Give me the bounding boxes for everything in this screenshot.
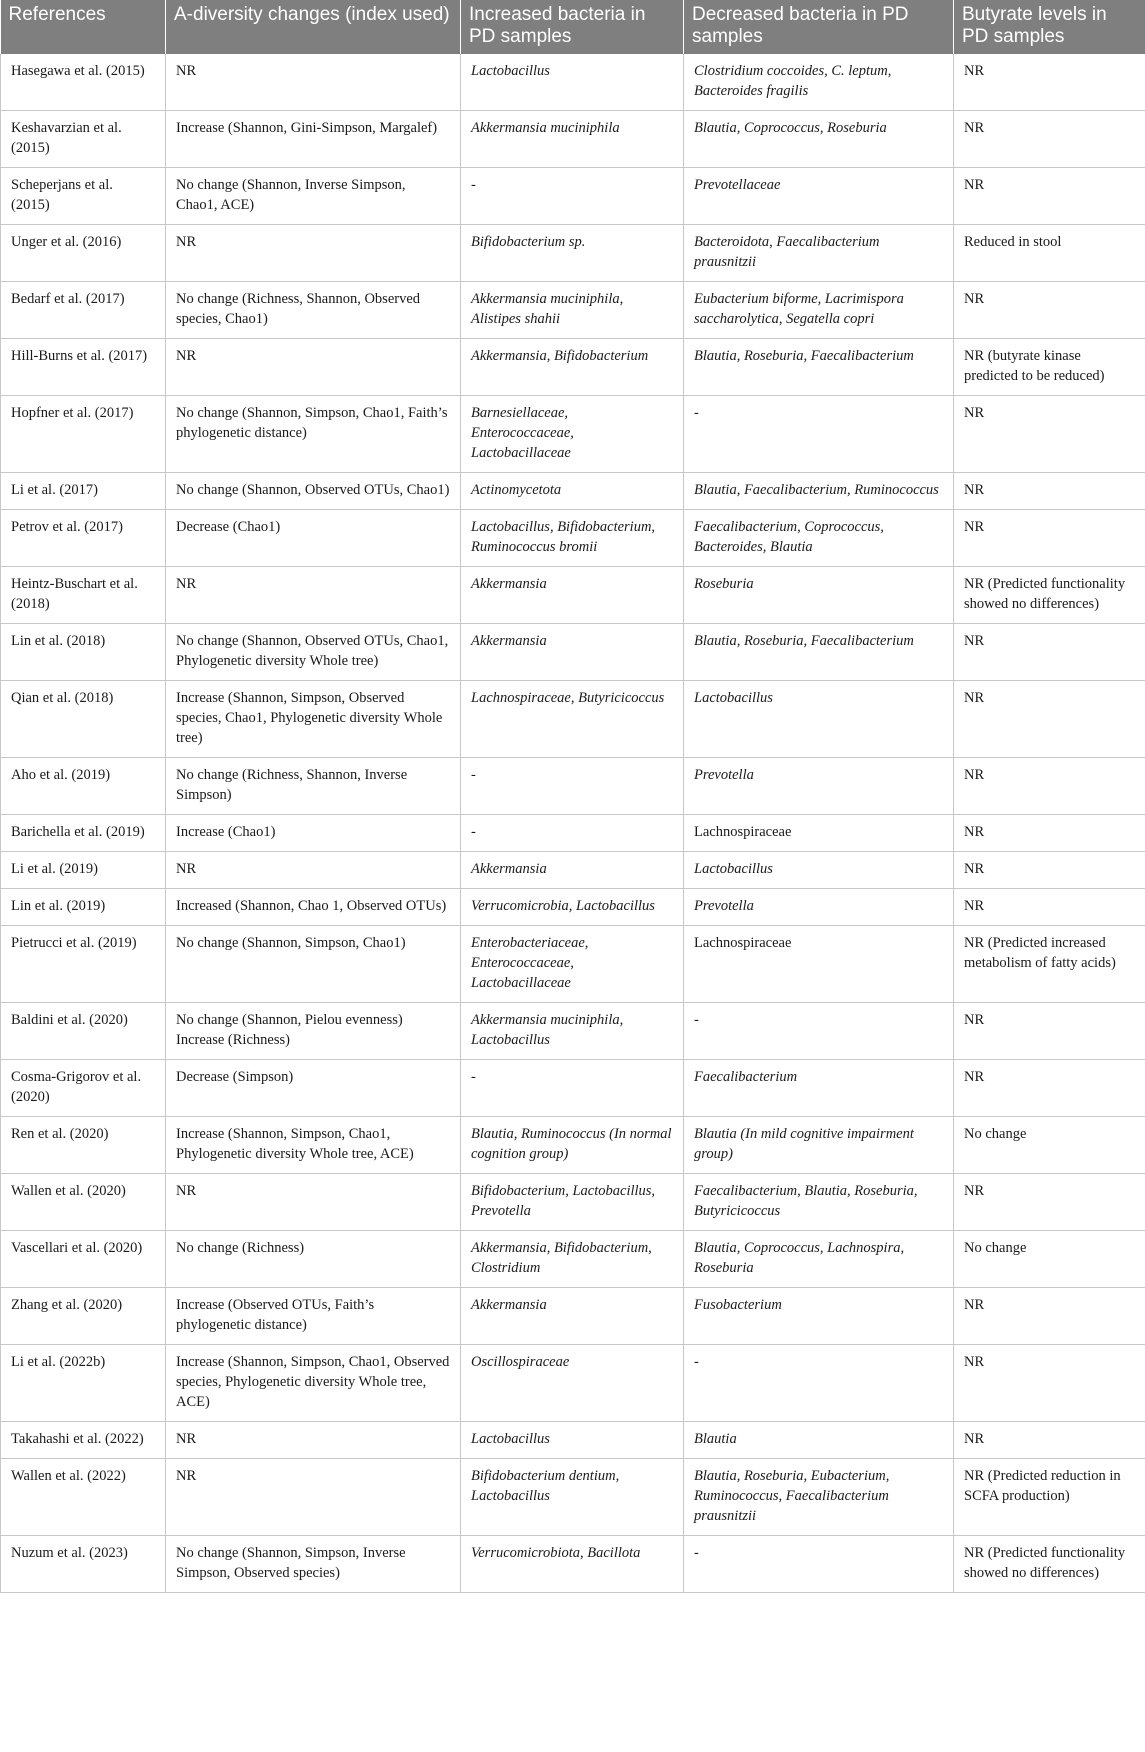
reference-cell: Takahashi et al. (2022) xyxy=(1,1422,166,1459)
table-row xyxy=(1,852,1145,889)
reference-cell: Keshavarzian et al. (2015) xyxy=(1,111,166,168)
decreased-bacteria-cell: Lactobacillus xyxy=(684,852,954,889)
table-row xyxy=(1,1422,1145,1459)
decreased-bacteria-cell: Blautia xyxy=(684,1422,954,1459)
butyrate-cell: Reduced in stool xyxy=(954,225,1145,282)
diversity-cell: Increase (Shannon, Simpson, Observed species, Chao1, Phylogenetic diversity Whole tree) xyxy=(166,681,461,758)
reference-cell: Barichella et al. (2019) xyxy=(1,815,166,852)
decreased-bacteria-cell: Lachnospiraceae xyxy=(684,815,954,852)
reference-cell: Li et al. (2017) xyxy=(1,473,166,510)
butyrate-cell: NR xyxy=(954,473,1145,510)
decreased-bacteria-cell: Lachnospiraceae xyxy=(684,926,954,1003)
table-row xyxy=(1,624,1145,681)
decreased-bacteria-cell: Lactobacillus xyxy=(684,681,954,758)
increased-bacteria-cell: Verrucomicrobiota, Bacillota xyxy=(461,1536,684,1593)
butyrate-cell: NR xyxy=(954,1174,1145,1231)
table-row xyxy=(1,168,1145,225)
diversity-cell: No change (Shannon, Observed OTUs, Chao1, Phylogenetic diversity Whole tree) xyxy=(166,624,461,681)
butyrate-cell: NR xyxy=(954,815,1145,852)
butyrate-cell: NR xyxy=(954,396,1145,473)
butyrate-cell: NR (Predicted functionality showed no differences) xyxy=(954,1536,1145,1593)
increased-bacteria-cell: Lactobacillus xyxy=(461,1422,684,1459)
butyrate-cell: NR xyxy=(954,1003,1145,1060)
increased-bacteria-cell: Akkermansia, Bifidobacterium xyxy=(461,339,684,396)
butyrate-cell: NR (Predicted functionality showed no differences) xyxy=(954,567,1145,624)
table-row xyxy=(1,1117,1145,1174)
table-row xyxy=(1,815,1145,852)
table-row xyxy=(1,339,1145,396)
header-references: References xyxy=(1,0,166,54)
reference-cell: Unger et al. (2016) xyxy=(1,225,166,282)
butyrate-cell: NR (Predicted increased metabolism of fatty acids) xyxy=(954,926,1145,1003)
increased-bacteria-cell: Akkermansia muciniphila, Lactobacillus xyxy=(461,1003,684,1060)
reference-cell: Vascellari et al. (2020) xyxy=(1,1231,166,1288)
decreased-bacteria-cell: Blautia, Roseburia, Faecalibacterium xyxy=(684,624,954,681)
increased-bacteria-cell: Lactobacillus xyxy=(461,54,684,111)
diversity-cell: NR xyxy=(166,1174,461,1231)
butyrate-cell: NR xyxy=(954,1060,1145,1117)
table-row xyxy=(1,111,1145,168)
decreased-bacteria-cell: Blautia, Coprococcus, Lachnospira, Roseburia xyxy=(684,1231,954,1288)
butyrate-cell: NR xyxy=(954,1288,1145,1345)
diversity-cell: NR xyxy=(166,852,461,889)
decreased-bacteria-cell: Clostridium coccoides, C. leptum, Bacteroides fragilis xyxy=(684,54,954,111)
table-row xyxy=(1,1231,1145,1288)
reference-cell: Zhang et al. (2020) xyxy=(1,1288,166,1345)
table-row xyxy=(1,225,1145,282)
table-body xyxy=(1,54,1145,1593)
header-row xyxy=(1,0,1145,54)
butyrate-cell: NR (Predicted reduction in SCFA production) xyxy=(954,1459,1145,1536)
decreased-bacteria-cell: Blautia, Faecalibacterium, Ruminococcus xyxy=(684,473,954,510)
reference-cell: Petrov et al. (2017) xyxy=(1,510,166,567)
diversity-cell: NR xyxy=(166,54,461,111)
reference-cell: Heintz-Buschart et al. (2018) xyxy=(1,567,166,624)
increased-bacteria-cell: Akkermansia xyxy=(461,624,684,681)
diversity-cell: No change (Richness, Shannon, Observed species, Chao1) xyxy=(166,282,461,339)
diversity-cell: NR xyxy=(166,567,461,624)
increased-bacteria-cell: - xyxy=(461,815,684,852)
reference-cell: Wallen et al. (2020) xyxy=(1,1174,166,1231)
diversity-cell: Increase (Chao1) xyxy=(166,815,461,852)
decreased-bacteria-cell: Blautia (In mild cognitive impairment group) xyxy=(684,1117,954,1174)
table-row xyxy=(1,1536,1145,1593)
butyrate-cell: NR xyxy=(954,54,1145,111)
table-row xyxy=(1,1459,1145,1536)
table-row xyxy=(1,1060,1145,1117)
table-row xyxy=(1,282,1145,339)
reference-cell: Scheperjans et al. (2015) xyxy=(1,168,166,225)
butyrate-cell: NR (butyrate kinase predicted to be reduced) xyxy=(954,339,1145,396)
reference-cell: Hasegawa et al. (2015) xyxy=(1,54,166,111)
diversity-cell: No change (Shannon, Simpson, Inverse Simpson, Observed species) xyxy=(166,1536,461,1593)
decreased-bacteria-cell: - xyxy=(684,396,954,473)
reference-cell: Ren et al. (2020) xyxy=(1,1117,166,1174)
butyrate-cell: NR xyxy=(954,510,1145,567)
decreased-bacteria-cell: Bacteroidota, Faecalibacterium prausnitzii xyxy=(684,225,954,282)
table-row xyxy=(1,567,1145,624)
diversity-cell: Decrease (Simpson) xyxy=(166,1060,461,1117)
butyrate-cell: NR xyxy=(954,852,1145,889)
diversity-cell: No change (Shannon, Pielou evenness) Increase (Richness) xyxy=(166,1003,461,1060)
reference-cell: Hill-Burns et al. (2017) xyxy=(1,339,166,396)
reference-cell: Baldini et al. (2020) xyxy=(1,1003,166,1060)
diversity-cell: NR xyxy=(166,339,461,396)
header-decreased: Decreased bacteria in PD samples xyxy=(684,0,954,54)
butyrate-cell: No change xyxy=(954,1231,1145,1288)
butyrate-cell: NR xyxy=(954,282,1145,339)
increased-bacteria-cell: Akkermansia xyxy=(461,1288,684,1345)
increased-bacteria-cell: Bifidobacterium, Lactobacillus, Prevotella xyxy=(461,1174,684,1231)
butyrate-cell: NR xyxy=(954,1422,1145,1459)
reference-cell: Lin et al. (2018) xyxy=(1,624,166,681)
reference-cell: Pietrucci et al. (2019) xyxy=(1,926,166,1003)
increased-bacteria-cell: Akkermansia muciniphila xyxy=(461,111,684,168)
butyrate-cell: No change xyxy=(954,1117,1145,1174)
table-row xyxy=(1,1003,1145,1060)
diversity-cell: No change (Shannon, Simpson, Chao1) xyxy=(166,926,461,1003)
table-row xyxy=(1,1174,1145,1231)
decreased-bacteria-cell: Prevotella xyxy=(684,758,954,815)
reference-cell: Hopfner et al. (2017) xyxy=(1,396,166,473)
increased-bacteria-cell: - xyxy=(461,1060,684,1117)
decreased-bacteria-cell: Faecalibacterium xyxy=(684,1060,954,1117)
decreased-bacteria-cell: - xyxy=(684,1003,954,1060)
table-row xyxy=(1,396,1145,473)
reference-cell: Aho et al. (2019) xyxy=(1,758,166,815)
decreased-bacteria-cell: - xyxy=(684,1536,954,1593)
increased-bacteria-cell: - xyxy=(461,168,684,225)
increased-bacteria-cell: Barnesiellaceae, Enterococcaceae, Lactobacillaceae xyxy=(461,396,684,473)
diversity-cell: Increased (Shannon, Chao 1, Observed OTUs) xyxy=(166,889,461,926)
increased-bacteria-cell: Akkermansia muciniphila, Alistipes shahii xyxy=(461,282,684,339)
increased-bacteria-cell: Lactobacillus, Bifidobacterium, Ruminococcus bromii xyxy=(461,510,684,567)
increased-bacteria-cell: Actinomycetota xyxy=(461,473,684,510)
table-row xyxy=(1,1345,1145,1422)
reference-cell: Wallen et al. (2022) xyxy=(1,1459,166,1536)
increased-bacteria-cell: - xyxy=(461,758,684,815)
increased-bacteria-cell: Akkermansia, Bifidobacterium, Clostridium xyxy=(461,1231,684,1288)
diversity-cell: No change (Shannon, Observed OTUs, Chao1) xyxy=(166,473,461,510)
diversity-cell: No change (Richness) xyxy=(166,1231,461,1288)
reference-cell: Li et al. (2019) xyxy=(1,852,166,889)
increased-bacteria-cell: Verrucomicrobia, Lactobacillus xyxy=(461,889,684,926)
table-header xyxy=(1,0,1145,54)
increased-bacteria-cell: Blautia, Ruminococcus (In normal cognition group) xyxy=(461,1117,684,1174)
decreased-bacteria-cell: Blautia, Roseburia, Eubacterium, Ruminococcus, Faecalibacterium prausnitzii xyxy=(684,1459,954,1536)
butyrate-cell: NR xyxy=(954,758,1145,815)
butyrate-cell: NR xyxy=(954,168,1145,225)
increased-bacteria-cell: Lachnospiraceae, Butyricicoccus xyxy=(461,681,684,758)
header-diversity: A-diversity changes (index used) xyxy=(166,0,461,54)
increased-bacteria-cell: Bifidobacterium dentium, Lactobacillus xyxy=(461,1459,684,1536)
increased-bacteria-cell: Oscillospiraceae xyxy=(461,1345,684,1422)
reference-cell: Lin et al. (2019) xyxy=(1,889,166,926)
increased-bacteria-cell: Akkermansia xyxy=(461,567,684,624)
reference-cell: Qian et al. (2018) xyxy=(1,681,166,758)
header-increased: Increased bacteria in PD samples xyxy=(461,0,684,54)
decreased-bacteria-cell: Eubacterium biforme, Lacrimispora saccharolytica, Segatella copri xyxy=(684,282,954,339)
decreased-bacteria-cell: Faecalibacterium, Coprococcus, Bacteroides, Blautia xyxy=(684,510,954,567)
diversity-cell: NR xyxy=(166,225,461,282)
diversity-cell: NR xyxy=(166,1422,461,1459)
butyrate-cell: NR xyxy=(954,681,1145,758)
decreased-bacteria-cell: Faecalibacterium, Blautia, Roseburia, Butyricicoccus xyxy=(684,1174,954,1231)
table-row xyxy=(1,510,1145,567)
table-row xyxy=(1,473,1145,510)
table-row xyxy=(1,681,1145,758)
decreased-bacteria-cell: Prevotellaceae xyxy=(684,168,954,225)
table-row xyxy=(1,1288,1145,1345)
diversity-cell: No change (Shannon, Inverse Simpson, Chao1, ACE) xyxy=(166,168,461,225)
butyrate-cell: NR xyxy=(954,111,1145,168)
butyrate-cell: NR xyxy=(954,624,1145,681)
table-row xyxy=(1,758,1145,815)
increased-bacteria-cell: Akkermansia xyxy=(461,852,684,889)
decreased-bacteria-cell: Prevotella xyxy=(684,889,954,926)
diversity-cell: Increase (Observed OTUs, Faith’s phylogenetic distance) xyxy=(166,1288,461,1345)
diversity-cell: No change (Shannon, Simpson, Chao1, Faith’s phylogenetic distance) xyxy=(166,396,461,473)
table-row xyxy=(1,926,1145,1003)
decreased-bacteria-cell: Roseburia xyxy=(684,567,954,624)
butyrate-cell: NR xyxy=(954,889,1145,926)
decreased-bacteria-cell: Blautia, Coprococcus, Roseburia xyxy=(684,111,954,168)
diversity-cell: Increase (Shannon, Simpson, Chao1, Observed species, Phylogenetic diversity Whole tree, ACE) xyxy=(166,1345,461,1422)
decreased-bacteria-cell: Fusobacterium xyxy=(684,1288,954,1345)
header-butyrate: Butyrate levels in PD samples xyxy=(954,0,1145,54)
reference-cell: Nuzum et al. (2023) xyxy=(1,1536,166,1593)
increased-bacteria-cell: Enterobacteriaceae, Enterococcaceae, Lactobacillaceae xyxy=(461,926,684,1003)
table-row xyxy=(1,54,1145,111)
table-row xyxy=(1,889,1145,926)
diversity-cell: NR xyxy=(166,1459,461,1536)
diversity-cell: No change (Richness, Shannon, Inverse Simpson) xyxy=(166,758,461,815)
reference-cell: Bedarf et al. (2017) xyxy=(1,282,166,339)
diversity-cell: Increase (Shannon, Simpson, Chao1, Phylogenetic diversity Whole tree, ACE) xyxy=(166,1117,461,1174)
diversity-cell: Decrease (Chao1) xyxy=(166,510,461,567)
increased-bacteria-cell: Bifidobacterium sp. xyxy=(461,225,684,282)
decreased-bacteria-cell: Blautia, Roseburia, Faecalibacterium xyxy=(684,339,954,396)
butyrate-cell: NR xyxy=(954,1345,1145,1422)
diversity-cell: Increase (Shannon, Gini-Simpson, Margalef) xyxy=(166,111,461,168)
decreased-bacteria-cell: - xyxy=(684,1345,954,1422)
reference-cell: Cosma-Grigorov et al. (2020) xyxy=(1,1060,166,1117)
reference-cell: Li et al. (2022b) xyxy=(1,1345,166,1422)
